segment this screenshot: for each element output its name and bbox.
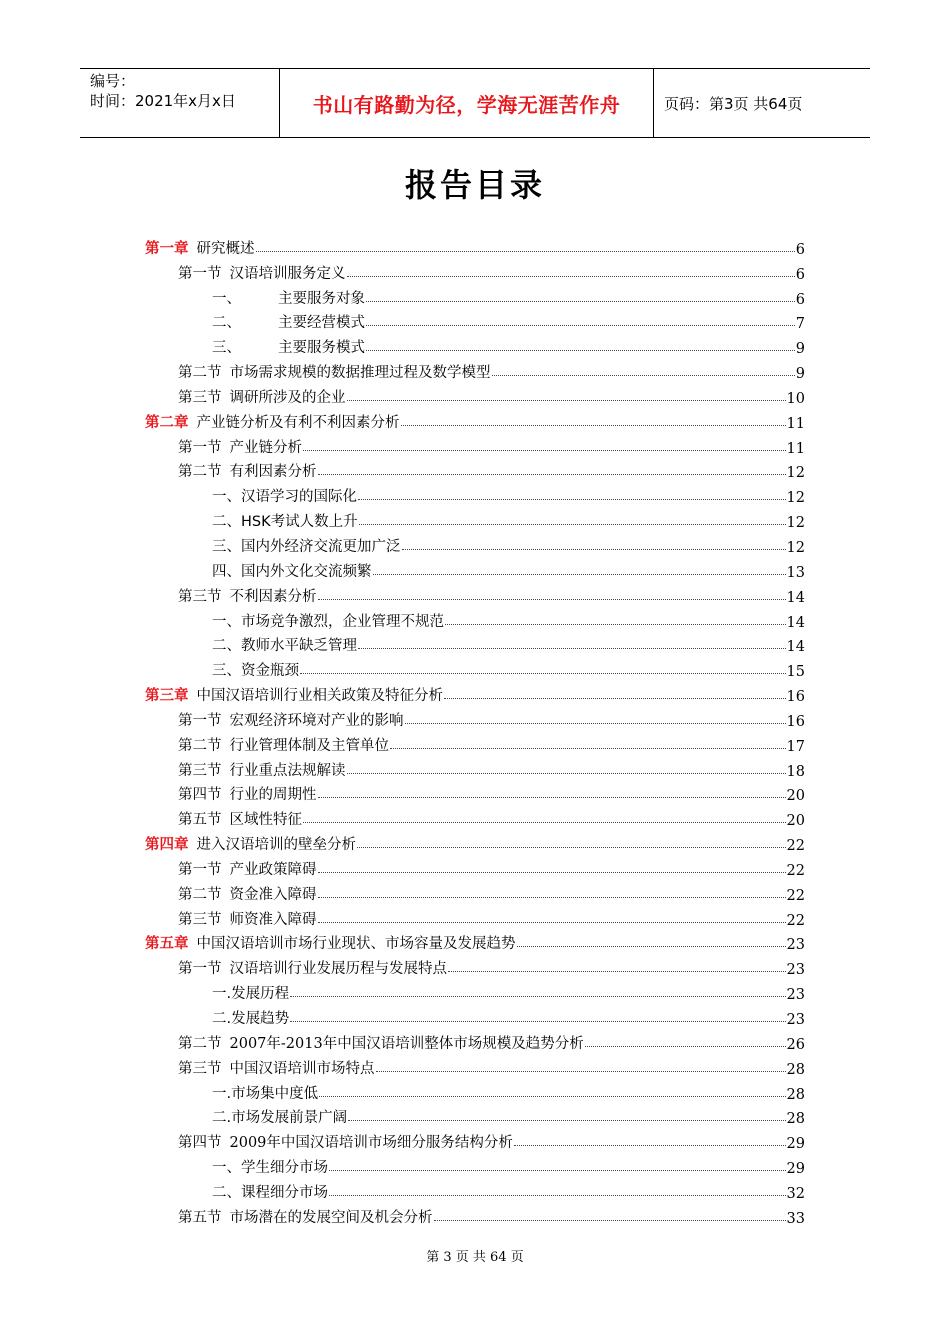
toc-label bbox=[178, 361, 491, 382]
toc-label bbox=[212, 659, 299, 680]
toc-label bbox=[178, 1206, 433, 1227]
toc-number: 第三节 bbox=[178, 762, 222, 779]
toc-number: 第一节 bbox=[178, 712, 222, 729]
toc-label bbox=[178, 734, 389, 755]
toc-entry[interactable] bbox=[0, 1177, 950, 1202]
dot-leader bbox=[318, 598, 786, 600]
toc-page-number: 23 bbox=[786, 937, 805, 954]
toc-entry[interactable] bbox=[0, 1103, 950, 1128]
toc-number: 第四节 bbox=[178, 787, 222, 804]
toc-label bbox=[212, 1106, 347, 1127]
toc-text: 二.发展趋势 bbox=[212, 1011, 290, 1027]
toc-number: 第三章 bbox=[145, 688, 189, 705]
toc-text: 调研所涉及的企业 bbox=[229, 389, 346, 406]
toc-page-number: 23 bbox=[786, 1012, 805, 1028]
toc-entry[interactable] bbox=[0, 556, 950, 581]
toc-page-number: 29 bbox=[786, 1161, 805, 1178]
dot-leader bbox=[357, 846, 786, 848]
toc-entry[interactable] bbox=[0, 804, 950, 829]
toc-page-number: 32 bbox=[786, 1185, 805, 1202]
toc-number: 第一节 bbox=[178, 961, 222, 978]
dot-leader bbox=[347, 275, 795, 277]
toc-text: 产业链分析 bbox=[229, 439, 302, 456]
toc-page-number: 6 bbox=[795, 241, 805, 258]
toc-label bbox=[212, 1007, 289, 1028]
dot-leader bbox=[445, 623, 786, 625]
toc-label bbox=[212, 1181, 328, 1202]
toc-page-number: 14 bbox=[786, 614, 805, 631]
toc-text: 主要服务对象 bbox=[278, 290, 365, 307]
toc-page-number: 28 bbox=[786, 1086, 805, 1103]
toc-entry[interactable] bbox=[0, 755, 950, 780]
toc-entry[interactable] bbox=[0, 904, 950, 929]
header-meta bbox=[80, 69, 280, 137]
toc-number: 第二节 bbox=[178, 365, 222, 382]
toc-page-number: 17 bbox=[786, 738, 805, 755]
toc-page-number: 20 bbox=[786, 813, 805, 830]
dot-leader bbox=[318, 871, 786, 873]
toc-page-number: 12 bbox=[786, 465, 805, 482]
toc-text: 2009年中国汉语培训市场细分服务结构分析 bbox=[229, 1135, 513, 1152]
toc-entry[interactable] bbox=[0, 879, 950, 904]
toc-number: 第四节 bbox=[178, 1135, 222, 1152]
header-page-info: 页码：第3页 共64页 bbox=[664, 94, 803, 113]
toc-label bbox=[178, 386, 346, 407]
toc-entry[interactable] bbox=[0, 780, 950, 805]
dot-leader bbox=[390, 747, 786, 749]
toc-entry[interactable] bbox=[0, 978, 950, 1003]
dot-leader bbox=[329, 1169, 786, 1171]
toc-number: 第二节 bbox=[178, 737, 222, 754]
toc-number: 第三节 bbox=[178, 389, 222, 406]
toc-text: 汉语培训服务定义 bbox=[229, 265, 346, 282]
toc-text: 2007年-2013年中国汉语培训整体市场规模及趋势分析 bbox=[229, 1035, 584, 1052]
toc-entry[interactable] bbox=[0, 680, 950, 705]
toc-text: 宏观经济环境对产业的影响 bbox=[229, 712, 404, 729]
dot-leader bbox=[319, 1095, 785, 1097]
dot-leader bbox=[318, 796, 786, 798]
toc-entry[interactable] bbox=[0, 854, 950, 879]
toc-number: 第二节 bbox=[178, 886, 222, 903]
toc-text: 师资准入障碍 bbox=[229, 911, 317, 928]
toc-text: 行业的周期性 bbox=[229, 787, 317, 804]
dot-leader bbox=[303, 449, 786, 451]
toc-label bbox=[212, 634, 357, 655]
toc-text: 中国汉语培训行业相关政策及特征分析 bbox=[196, 688, 443, 705]
page-header bbox=[80, 68, 870, 138]
dot-leader bbox=[373, 573, 786, 575]
toc-text: 四、国内外文化交流频繁 bbox=[212, 563, 372, 580]
toc-label bbox=[178, 1131, 513, 1152]
toc-entry[interactable] bbox=[0, 1028, 950, 1053]
dot-leader bbox=[376, 1070, 786, 1072]
toc-text: 主要服务模式 bbox=[278, 340, 365, 357]
toc-number: 第一节 bbox=[178, 265, 222, 282]
toc-text: 中国汉语培训市场特点 bbox=[229, 1060, 375, 1077]
dot-leader bbox=[290, 995, 785, 997]
toc-page-number: 33 bbox=[786, 1210, 805, 1227]
toc-number: 第三节 bbox=[178, 588, 222, 605]
toc-number: 第二节 bbox=[178, 464, 222, 481]
toc-label bbox=[145, 411, 400, 432]
toc-page-number: 28 bbox=[786, 1061, 805, 1078]
toc-text: 二.市场发展前景广阔 bbox=[212, 1110, 348, 1127]
toc-number: 第三节 bbox=[178, 1060, 222, 1077]
toc-entry[interactable] bbox=[0, 481, 950, 506]
toc-label bbox=[212, 560, 372, 581]
toc-label bbox=[178, 783, 317, 804]
toc-label bbox=[178, 709, 404, 730]
toc-text: 二、HSK考试人数上升 bbox=[212, 514, 358, 531]
toc-number: 第五节 bbox=[178, 812, 222, 829]
toc-text: 有利因素分析 bbox=[229, 464, 317, 481]
page-footer: 第 3 页 共 64 页 bbox=[426, 1250, 524, 1265]
toc-label bbox=[178, 883, 317, 904]
toc-page-number: 18 bbox=[786, 763, 805, 780]
toc-entry[interactable] bbox=[0, 308, 950, 333]
toc-page-number: 16 bbox=[786, 689, 805, 706]
toc-text: 资金准入障碍 bbox=[229, 886, 317, 903]
page-title: 报告目录 bbox=[404, 166, 545, 204]
toc-text: 汉语培训行业发展历程与发展特点 bbox=[229, 961, 447, 978]
toc-page-number: 22 bbox=[786, 862, 805, 879]
toc-number: 二、 bbox=[212, 315, 241, 332]
toc-number: 一、 bbox=[212, 290, 241, 307]
toc-entry[interactable] bbox=[0, 283, 950, 308]
dot-leader bbox=[256, 250, 795, 252]
toc-entry[interactable] bbox=[0, 233, 950, 258]
toc-label bbox=[178, 858, 317, 879]
toc-label bbox=[212, 485, 357, 506]
dot-leader bbox=[444, 697, 786, 699]
dot-leader bbox=[303, 821, 786, 823]
dot-leader bbox=[358, 498, 786, 500]
toc-entry[interactable] bbox=[0, 1003, 950, 1028]
toc-label bbox=[212, 336, 365, 357]
toc-entry[interactable] bbox=[0, 606, 950, 631]
toc-text: 进入汉语培训的壁垒分析 bbox=[196, 837, 356, 854]
toc-text: 中国汉语培训市场行业现状、市场容量及发展趋势 bbox=[196, 936, 516, 953]
toc-text: 一、学生细分市场 bbox=[212, 1160, 328, 1177]
toc-label bbox=[212, 535, 401, 556]
toc-entry[interactable] bbox=[0, 531, 950, 556]
toc-label bbox=[145, 932, 516, 953]
toc-page-number: 22 bbox=[786, 838, 805, 855]
toc-text: 一、市场竞争激烈，企业管理不规范 bbox=[212, 613, 444, 630]
toc-entry[interactable] bbox=[0, 357, 950, 382]
code-label: 编号： bbox=[90, 72, 136, 90]
toc-label bbox=[178, 436, 302, 457]
dot-leader bbox=[318, 921, 786, 923]
toc-text: 产业链分析及有利不利因素分析 bbox=[196, 414, 400, 431]
toc-label bbox=[212, 510, 358, 531]
toc-entry[interactable] bbox=[0, 730, 950, 755]
toc-entry[interactable] bbox=[0, 953, 950, 978]
toc-number: 第一节 bbox=[178, 861, 222, 878]
toc-entry[interactable] bbox=[0, 1053, 950, 1078]
toc-label bbox=[178, 585, 317, 606]
toc-text: 区域性特征 bbox=[229, 812, 302, 829]
dot-leader bbox=[358, 647, 786, 649]
toc-page-number: 7 bbox=[795, 316, 805, 333]
toc-page-number: 14 bbox=[786, 589, 805, 606]
toc-label bbox=[212, 311, 365, 332]
header-motto: 书山有路勤为径，学海无涯苦作舟 bbox=[280, 69, 654, 137]
table-of-contents bbox=[0, 233, 950, 1227]
toc-text: 二、课程细分市场 bbox=[212, 1184, 328, 1201]
dot-leader bbox=[290, 1020, 785, 1022]
toc-entry[interactable] bbox=[0, 1202, 950, 1227]
toc-page-number: 12 bbox=[786, 515, 805, 532]
toc-label bbox=[145, 684, 443, 705]
dot-leader bbox=[434, 1219, 786, 1221]
toc-number: 第一章 bbox=[145, 240, 189, 257]
toc-page-number: 16 bbox=[786, 713, 805, 730]
toc-page-number: 23 bbox=[786, 962, 805, 979]
dot-leader bbox=[329, 1194, 786, 1196]
toc-page-number: 10 bbox=[786, 390, 805, 407]
toc-text: 市场需求规模的数据推理过程及数学模型 bbox=[229, 365, 491, 382]
toc-label bbox=[212, 1082, 318, 1103]
dot-leader bbox=[402, 548, 786, 550]
toc-entry[interactable] bbox=[0, 631, 950, 656]
toc-text: 不利因素分析 bbox=[229, 588, 317, 605]
toc-entry[interactable] bbox=[0, 1078, 950, 1103]
toc-page-number: 9 bbox=[795, 366, 805, 383]
dot-leader bbox=[318, 473, 786, 475]
toc-label bbox=[178, 262, 346, 283]
toc-label bbox=[145, 833, 356, 854]
toc-number: 第五章 bbox=[145, 936, 189, 953]
dot-leader bbox=[585, 1045, 786, 1047]
toc-label bbox=[178, 759, 346, 780]
toc-label bbox=[178, 908, 317, 929]
toc-label bbox=[212, 1156, 328, 1177]
toc-page-number: 22 bbox=[786, 912, 805, 929]
toc-label bbox=[145, 237, 255, 258]
toc-entry[interactable] bbox=[0, 1127, 950, 1152]
toc-text: 市场潜在的发展空间及机会分析 bbox=[229, 1209, 433, 1226]
toc-page-number: 26 bbox=[786, 1036, 805, 1053]
toc-label bbox=[212, 287, 365, 308]
toc-page-number: 13 bbox=[786, 564, 805, 581]
toc-entry[interactable] bbox=[0, 829, 950, 854]
toc-text: 三、国内外经济交流更加广泛 bbox=[212, 538, 401, 555]
toc-page-number: 12 bbox=[786, 490, 805, 507]
dot-leader bbox=[514, 1144, 786, 1146]
toc-entry[interactable] bbox=[0, 332, 950, 357]
toc-page-number: 6 bbox=[795, 291, 805, 308]
toc-number: 第二节 bbox=[178, 1035, 222, 1052]
dot-leader bbox=[401, 424, 786, 426]
toc-text: 二、教师水平缺乏管理 bbox=[212, 638, 357, 655]
toc-label bbox=[178, 808, 302, 829]
toc-text: 一、汉语学习的国际化 bbox=[212, 489, 357, 506]
time-label: 时间：2021年x月x日 bbox=[90, 92, 236, 110]
toc-page-number: 29 bbox=[786, 1136, 805, 1153]
toc-label bbox=[178, 957, 447, 978]
toc-text: 三、资金瓶颈 bbox=[212, 663, 299, 680]
toc-entry[interactable] bbox=[0, 382, 950, 407]
dot-leader bbox=[492, 374, 795, 376]
toc-text: 一.市场集中度低 bbox=[212, 1085, 319, 1102]
toc-page-number: 22 bbox=[786, 887, 805, 904]
toc-entry[interactable] bbox=[0, 506, 950, 531]
dot-leader bbox=[359, 523, 786, 525]
dot-leader bbox=[517, 945, 786, 947]
toc-entry[interactable] bbox=[0, 929, 950, 954]
toc-page-number: 14 bbox=[786, 639, 805, 656]
toc-entry[interactable] bbox=[0, 432, 950, 457]
toc-text: 主要经营模式 bbox=[278, 315, 365, 332]
toc-entry[interactable] bbox=[0, 705, 950, 730]
toc-entry[interactable] bbox=[0, 581, 950, 606]
toc-label bbox=[212, 982, 289, 1003]
toc-entry[interactable] bbox=[0, 655, 950, 680]
dot-leader bbox=[348, 1119, 785, 1121]
toc-page-number: 20 bbox=[786, 788, 805, 805]
toc-page-number: 28 bbox=[786, 1111, 805, 1128]
toc-text: 行业管理体制及主管单位 bbox=[229, 737, 389, 754]
toc-text: 研究概述 bbox=[196, 240, 255, 257]
toc-page-number: 11 bbox=[786, 415, 805, 432]
toc-number: 三、 bbox=[212, 340, 241, 357]
dot-leader bbox=[366, 349, 795, 351]
toc-label bbox=[178, 1032, 584, 1053]
toc-entry[interactable] bbox=[0, 457, 950, 482]
dot-leader bbox=[347, 772, 786, 774]
toc-text: 行业重点法规解读 bbox=[229, 762, 346, 779]
toc-number: 第二章 bbox=[145, 414, 189, 431]
toc-label bbox=[178, 460, 317, 481]
dot-leader bbox=[318, 896, 786, 898]
dot-leader bbox=[300, 672, 786, 674]
toc-text: 一.发展历程 bbox=[212, 986, 290, 1003]
toc-entry[interactable] bbox=[0, 1152, 950, 1177]
dot-leader bbox=[405, 722, 786, 724]
dot-leader bbox=[366, 300, 795, 302]
dot-leader bbox=[448, 970, 786, 972]
toc-number: 第四章 bbox=[145, 837, 189, 854]
dot-leader bbox=[366, 324, 795, 326]
toc-page-number: 6 bbox=[795, 266, 805, 283]
toc-number: 第一节 bbox=[178, 439, 222, 456]
toc-label bbox=[178, 1057, 375, 1078]
toc-page-number: 9 bbox=[795, 341, 805, 358]
toc-text: 产业政策障碍 bbox=[229, 861, 317, 878]
toc-page-number: 23 bbox=[786, 987, 805, 1004]
toc-number: 第五节 bbox=[178, 1209, 222, 1226]
toc-page-number: 12 bbox=[786, 539, 805, 556]
toc-page-number: 15 bbox=[786, 664, 805, 681]
toc-label bbox=[212, 610, 444, 631]
toc-entry[interactable] bbox=[0, 407, 950, 432]
toc-number: 第三节 bbox=[178, 911, 222, 928]
dot-leader bbox=[347, 399, 786, 401]
toc-page-number: 11 bbox=[786, 440, 805, 457]
toc-entry[interactable] bbox=[0, 258, 950, 283]
